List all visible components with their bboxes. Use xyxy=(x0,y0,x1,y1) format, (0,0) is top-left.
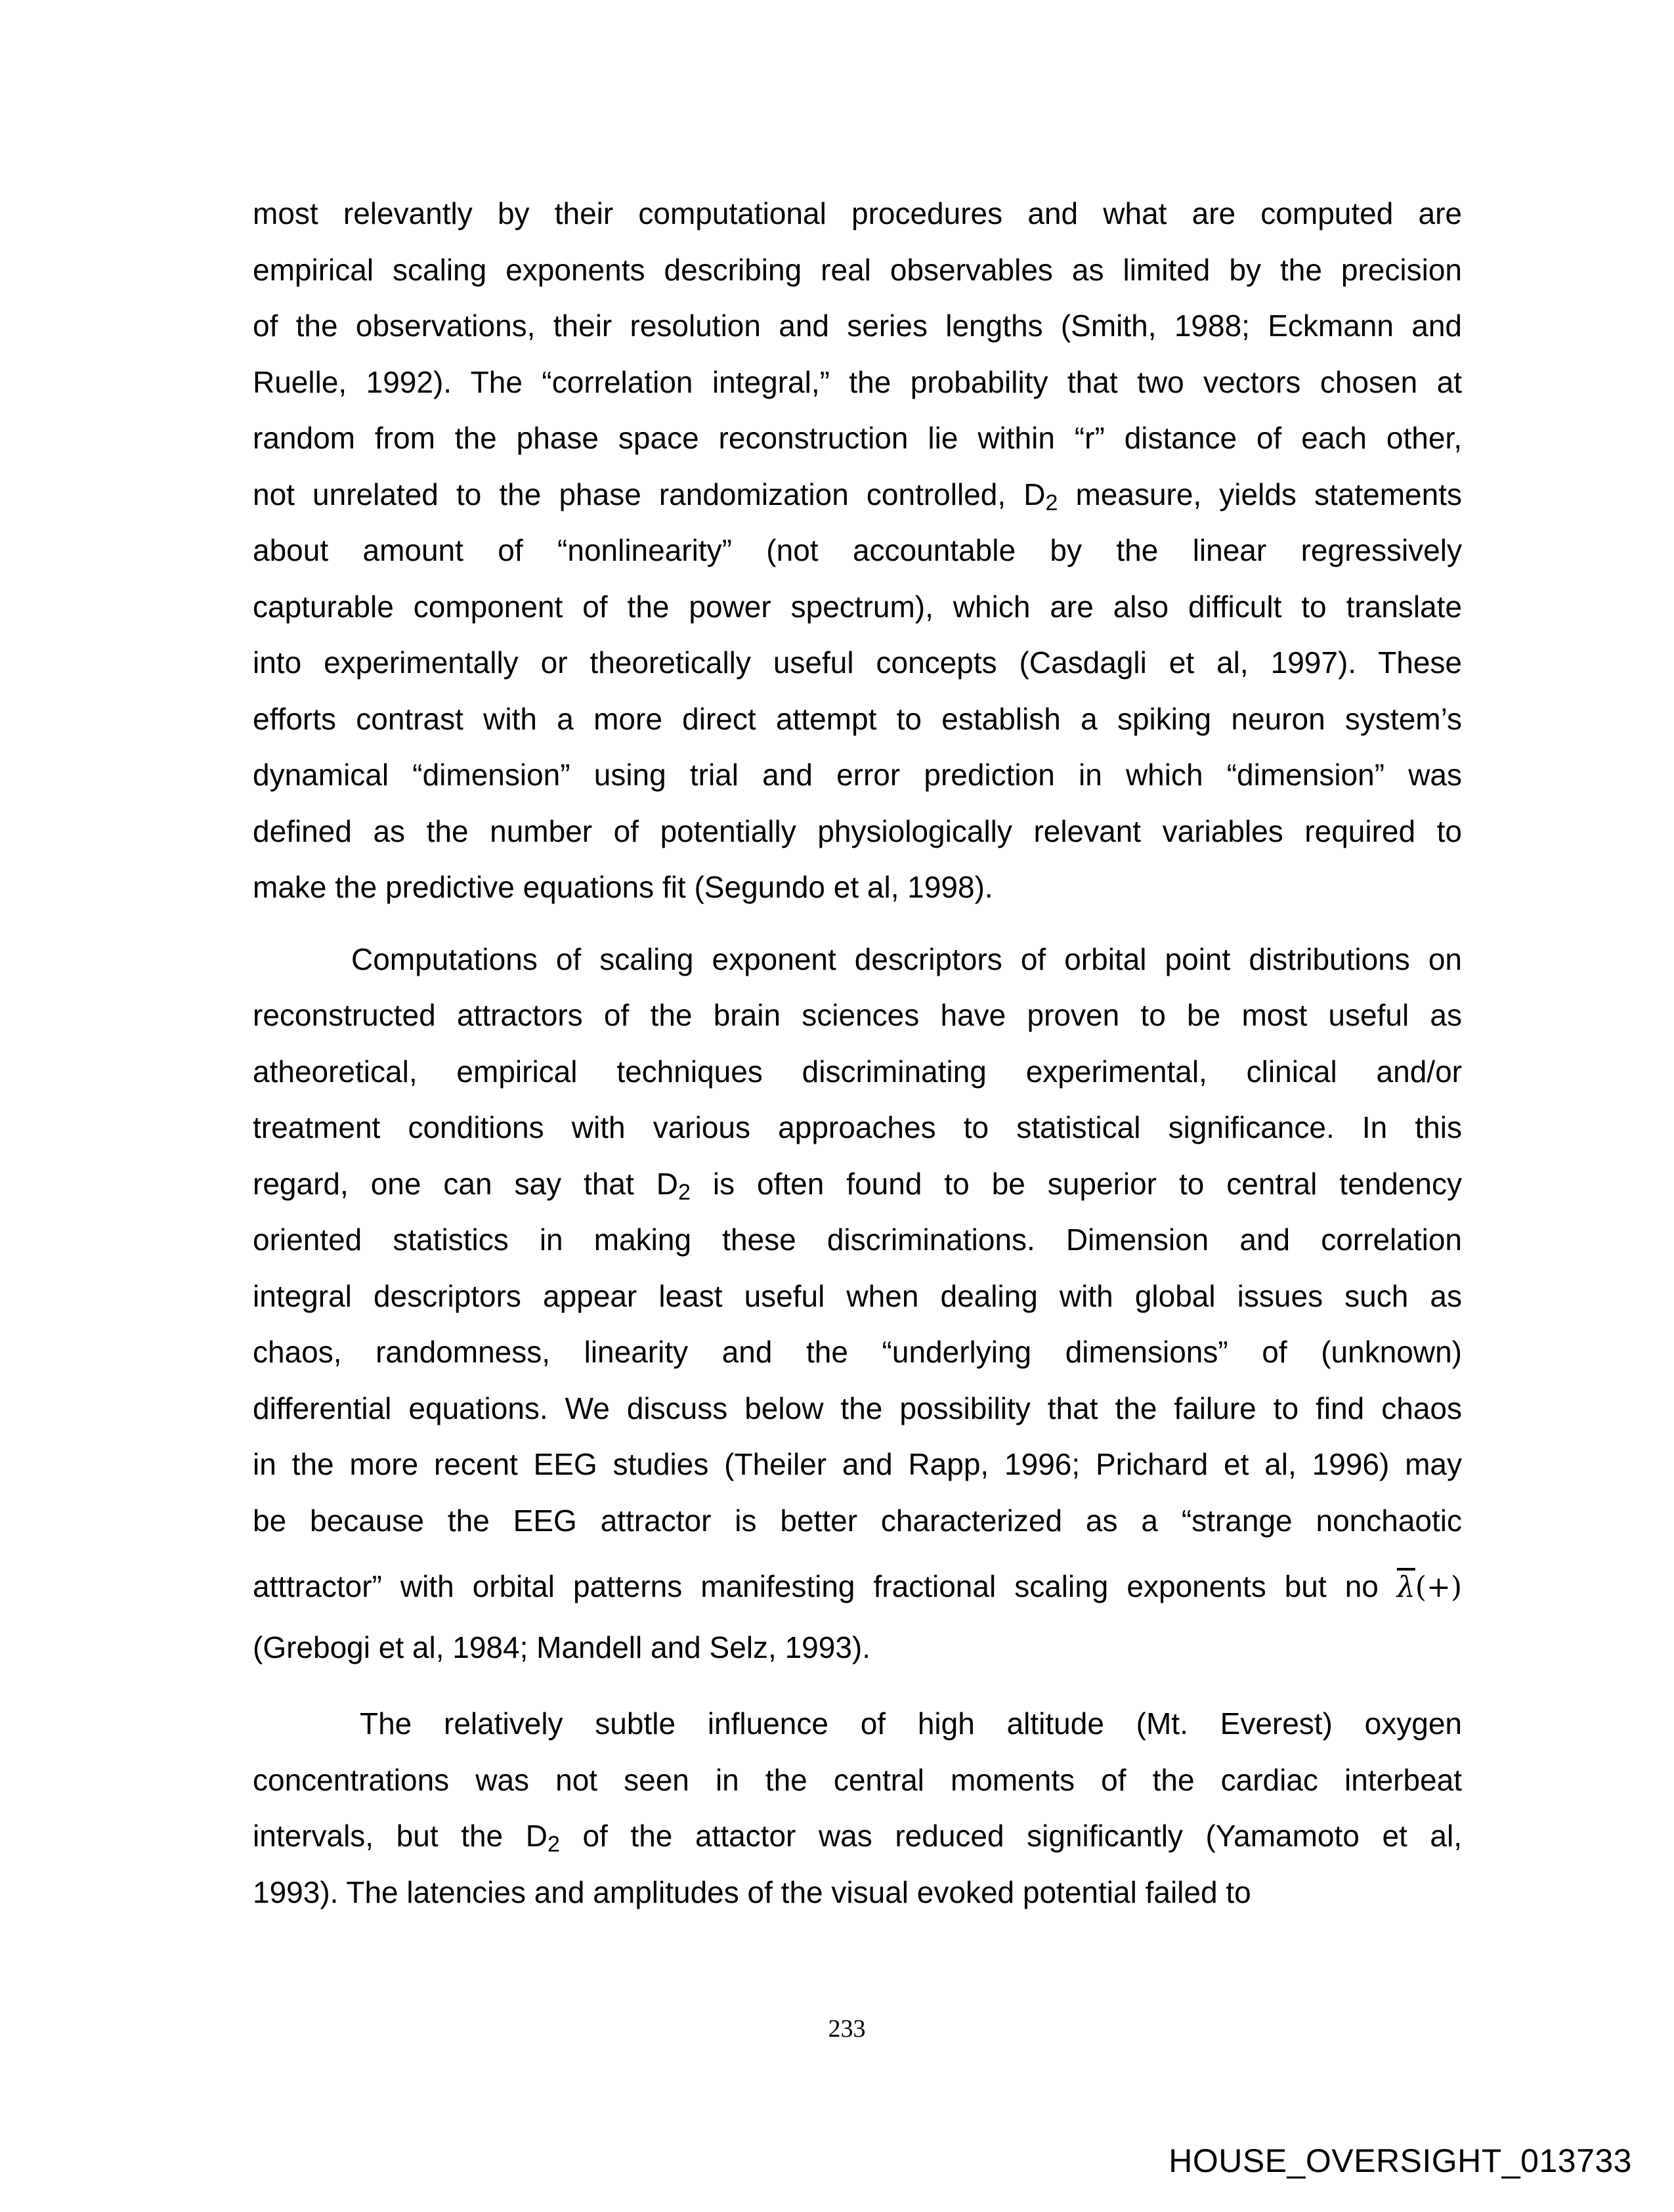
text-run: dynamical “dimension” using trial and error prediction in which “dimension” was xyxy=(253,758,1462,792)
text-line xyxy=(253,410,1462,467)
page-number: 233 xyxy=(828,2015,866,2043)
lambda-bar: $\overline{\lambda}$ xyxy=(1396,1571,1415,1604)
text-line xyxy=(253,186,1462,242)
text-line xyxy=(253,1156,1462,1213)
text-run: into experimentally or theoretically useful concepts (Casdagli et al, 1997). These xyxy=(253,645,1462,680)
text-line xyxy=(253,1269,1462,1325)
text-line xyxy=(253,1865,1462,1921)
text-run: most relevantly by their computational procedures and what are computed are xyxy=(253,196,1462,230)
text-line xyxy=(253,987,1462,1044)
plus-argument: (+) xyxy=(1415,1571,1462,1604)
text-line xyxy=(253,1808,1462,1865)
text-line xyxy=(253,691,1462,748)
text-line xyxy=(253,804,1462,860)
text-line xyxy=(253,1212,1462,1269)
text-run: make the predictive equations fit (Segundo et al, 1998). xyxy=(253,870,993,904)
text-run: random from the phase space reconstruction lie within “r” distance of each other, xyxy=(253,421,1462,455)
text-line xyxy=(253,1696,1462,1752)
text-run: 1993). The latencies and amplitudes of the visual evoked potential failed to xyxy=(253,1875,1251,1909)
text-line xyxy=(253,932,1462,988)
text-run: regard, one can say that D xyxy=(253,1166,678,1201)
text-line xyxy=(253,523,1462,579)
document-body xyxy=(253,186,1462,1920)
text-line xyxy=(253,1752,1462,1809)
text-run: measure, yields statements xyxy=(1058,477,1462,511)
paragraph xyxy=(253,1696,1462,1920)
text-run: of the attactor was reduced significantly (Yamamoto et al, xyxy=(559,1819,1462,1853)
text-line xyxy=(253,1493,1462,1550)
text-line xyxy=(253,298,1462,355)
text-line xyxy=(253,1381,1462,1437)
text-run: oriented statistics in making these discriminations. Dimension and correlation xyxy=(253,1223,1462,1257)
text-run: differential equations. We discuss below the possibility that the failure to find chaos xyxy=(253,1391,1462,1425)
text-run: not unrelated to the phase randomization controlled, D xyxy=(253,477,1046,511)
text-run: (Grebogi et al, 1984; Mandell and Selz, 1993). xyxy=(253,1630,871,1664)
text-line xyxy=(253,242,1462,299)
text-run: intervals, but the D xyxy=(253,1819,547,1853)
text-run: efforts contrast with a more direct attempt to establish a spiking neuron system’s xyxy=(253,701,1462,736)
text-run: reconstructed attractors of the brain sciences have proven to be most useful as xyxy=(253,998,1462,1032)
text-run: be because the EEG attractor is better characterized as a “strange nonchaotic xyxy=(253,1503,1462,1538)
text-run: treatment conditions with various approaches to statistical significance. In this xyxy=(253,1110,1462,1144)
text-run: is often found to be superior to central tendency xyxy=(690,1166,1462,1201)
text-line xyxy=(253,635,1462,691)
text-run: concentrations was not seen in the central moments of the cardiac interbeat xyxy=(253,1762,1462,1797)
text-line xyxy=(253,355,1462,411)
text-run: chaos, randomness, linearity and the “underlying dimensions” of (unknown) xyxy=(253,1335,1462,1369)
text-line xyxy=(253,1044,1462,1100)
text-line xyxy=(253,579,1462,636)
text-line xyxy=(253,1437,1462,1493)
text-line xyxy=(253,1555,1462,1617)
text-line xyxy=(253,1617,1462,1678)
subscript: 2 xyxy=(677,1179,691,1205)
text-run: The relatively subtle influence of high altitude (Mt. Everest) oxygen xyxy=(360,1706,1462,1741)
text-line xyxy=(253,747,1462,804)
text-line xyxy=(253,467,1462,523)
lyapunov-exponent-symbol xyxy=(1397,1571,1462,1604)
text-run: Computations of scaling exponent descriptors of orbital point distributions on xyxy=(351,942,1462,976)
bates-stamp: HOUSE_OVERSIGHT_013733 xyxy=(1169,2142,1632,2179)
text-line xyxy=(253,859,1462,916)
text-run: in the more recent EEG studies (Theiler and Rapp, 1996; Prichard et al, 1996) may xyxy=(253,1447,1462,1481)
text-run: of the observations, their resolution and series lengths (Smith, 1988; Eckmann and xyxy=(253,309,1462,343)
text-run: atheoretical, empirical techniques discriminating experimental, clinical and/or xyxy=(253,1054,1462,1089)
text-run: defined as the number of potentially physiologically relevant variables required to xyxy=(253,813,1462,848)
text-run: atttractor” with orbital patterns manifesting fractional scaling exponents but no xyxy=(253,1569,1397,1603)
text-run: integral descriptors appear least useful when dealing with global issues such as xyxy=(253,1278,1462,1313)
subscript: 2 xyxy=(1045,490,1058,515)
subscript: 2 xyxy=(547,1832,560,1857)
paragraph xyxy=(253,186,1462,916)
paragraph xyxy=(253,932,1462,1678)
text-run: about amount of “nonlinearity” (not accountable by the linear regressively xyxy=(253,533,1462,567)
text-run: capturable component of the power spectrum), which are also difficult to translate xyxy=(253,589,1462,624)
text-run: Ruelle, 1992). The “correlation integral,” the probability that two vectors chosen at xyxy=(253,364,1462,399)
text-line xyxy=(253,1324,1462,1381)
text-run: empirical scaling exponents describing real observables as limited by the precision xyxy=(253,252,1462,287)
text-line xyxy=(253,1100,1462,1156)
